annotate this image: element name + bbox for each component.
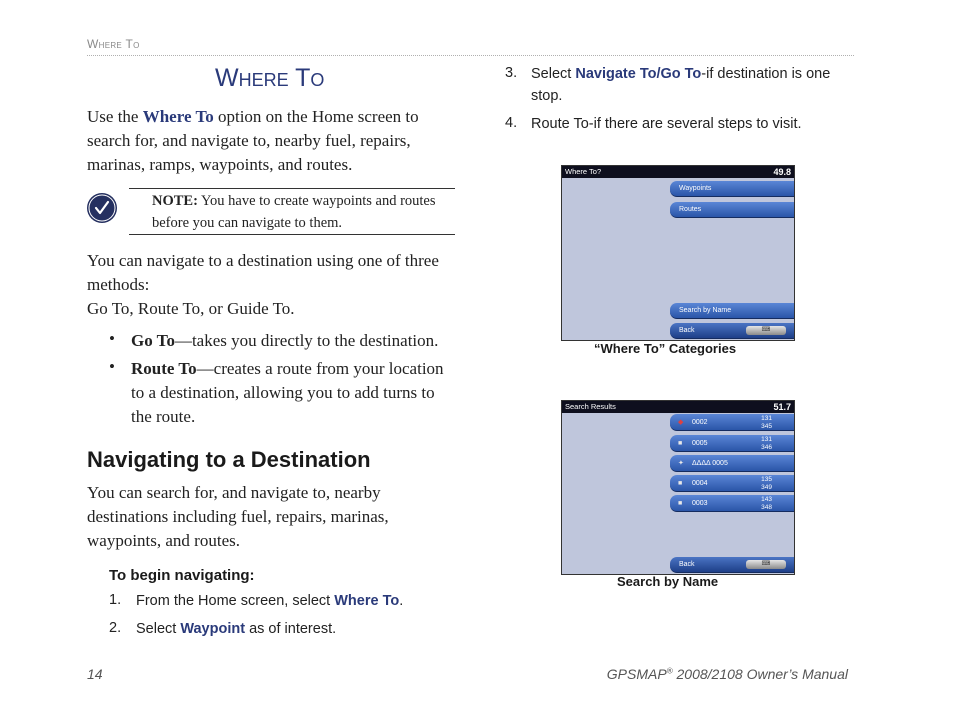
step-3	[531, 63, 861, 107]
waypoint-symbol-icon: ◆	[678, 419, 684, 426]
nav-heading: Navigating to a Destination	[87, 447, 371, 472]
step-highlight: Where To	[334, 593, 400, 609]
note-box	[152, 190, 457, 234]
bullet-go-to	[131, 329, 461, 353]
checkmark-icon	[87, 193, 117, 223]
waypoints-button[interactable]: Waypoints	[670, 181, 794, 197]
intro-text: Use the	[87, 107, 143, 126]
result-distance	[761, 436, 772, 451]
bullet-term: Go To	[131, 331, 175, 350]
header-rule	[87, 55, 854, 56]
screen-value: 49.8	[773, 167, 791, 177]
note-rule-top	[129, 188, 455, 189]
screen-title-bar	[562, 166, 794, 178]
back-label: Back	[679, 327, 695, 334]
screen-title-bar	[562, 401, 794, 413]
step-number: 1.	[109, 592, 122, 608]
result-item[interactable]	[670, 414, 794, 431]
step-text-rest: as of interest.	[245, 621, 337, 637]
result-distance	[761, 415, 772, 430]
keyboard-icon: ⌨	[746, 326, 786, 335]
search-results-screenshot	[561, 400, 795, 575]
bullet-term: Route To	[131, 359, 197, 378]
intro-paragraph	[87, 105, 447, 177]
step-highlight: Waypoint	[180, 621, 246, 637]
screen-value: 51.7	[773, 402, 791, 412]
result-name: 0004	[692, 480, 708, 487]
step-4	[531, 113, 861, 135]
waypoint-symbol-icon: ✦	[678, 460, 684, 467]
step-2	[136, 618, 466, 640]
methods-line-2: Go To, Route To, or Guide To.	[87, 299, 295, 318]
step-text: From the Home screen, select	[136, 593, 335, 609]
result-dist: 131	[761, 436, 772, 443]
bullet-route-to	[131, 357, 451, 429]
result-bearing: 346	[761, 443, 772, 451]
page-number: 14	[87, 666, 103, 682]
result-dist: 143	[761, 496, 772, 503]
manual-model: 2008/2108 Owner’s Manual	[672, 666, 848, 682]
note-text: You have to create waypoints and routes before you can navigate to them.	[152, 193, 436, 231]
back-label: Back	[679, 561, 695, 568]
intro-text-rest: option on the Home screen to search for, and navigate to, nearby fuel, repairs, marinas, ramps, waypoints, and routes.	[87, 107, 419, 174]
manual-title	[607, 666, 848, 682]
step-highlight: Navigate To/Go To	[575, 66, 702, 82]
result-name: 0005	[692, 440, 708, 447]
step-text: Select	[531, 66, 576, 82]
waypoint-symbol-icon: ■	[678, 480, 683, 487]
result-bearing: 349	[761, 483, 772, 491]
step-number: 2.	[109, 620, 122, 636]
step-number: 4.	[505, 115, 518, 131]
result-bearing: 345	[761, 422, 772, 430]
figure-caption: “Where To” Categories	[594, 341, 737, 356]
screen-title: Where To?	[565, 167, 602, 176]
result-distance	[761, 496, 772, 511]
back-button[interactable]	[670, 557, 794, 573]
waypoint-symbol-icon: ■	[678, 500, 683, 507]
result-distance	[761, 476, 772, 491]
result-name: 0003	[692, 500, 708, 507]
running-head: Where To	[87, 37, 140, 51]
result-dist: 135	[761, 476, 772, 483]
nav-paragraph: You can search for, and navigate to, nearby destinations including fuel, repairs, marinas, waypoints, and routes.	[87, 483, 389, 550]
result-item[interactable]	[670, 455, 794, 472]
result-name: 0002	[692, 419, 708, 426]
figure-caption: Search by Name	[617, 574, 719, 589]
step-1	[136, 590, 466, 612]
note-label: NOTE:	[152, 193, 198, 209]
step-text-rest: -if destination is one stop.	[531, 66, 831, 104]
bullet-marker: •	[109, 357, 115, 376]
bullet-text: —creates a route from your location to a destination, allowing you to add turns to the route.	[131, 359, 444, 426]
result-dist: 131	[761, 415, 772, 422]
step-number: 3.	[505, 65, 518, 81]
methods-line-1: You can navigate to a destination using one of three methods:	[87, 251, 439, 294]
keyboard-icon: ⌨	[746, 560, 786, 569]
section-title: Where To	[215, 64, 325, 92]
routes-button[interactable]: Routes	[670, 202, 794, 218]
registered-mark: ®	[666, 666, 673, 676]
manual-name: GPSMAP	[606, 666, 667, 682]
step-text: Route To-if there are several steps to visit.	[531, 116, 802, 132]
bullet-marker: •	[109, 329, 115, 348]
methods-paragraph	[87, 249, 457, 321]
bullet-text: —takes you directly to the destination.	[174, 331, 439, 350]
waypoint-symbol-icon: ■	[678, 440, 683, 447]
back-button[interactable]	[670, 323, 794, 339]
result-name: ΔΔΔΔ 0005	[692, 460, 728, 467]
step-text-rest: .	[399, 593, 404, 609]
search-by-name-button[interactable]: Search by Name	[670, 303, 794, 319]
result-item[interactable]	[670, 435, 794, 452]
result-item[interactable]	[670, 475, 794, 492]
intro-highlight: Where To	[142, 107, 214, 126]
result-item[interactable]	[670, 495, 794, 512]
where-to-screenshot	[561, 165, 795, 341]
note-rule-bottom	[129, 234, 455, 235]
screen-title: Search Results	[565, 402, 616, 411]
step-text: Select	[136, 621, 181, 637]
procedure-heading: To begin navigating:	[109, 567, 255, 584]
result-bearing: 348	[761, 503, 772, 511]
